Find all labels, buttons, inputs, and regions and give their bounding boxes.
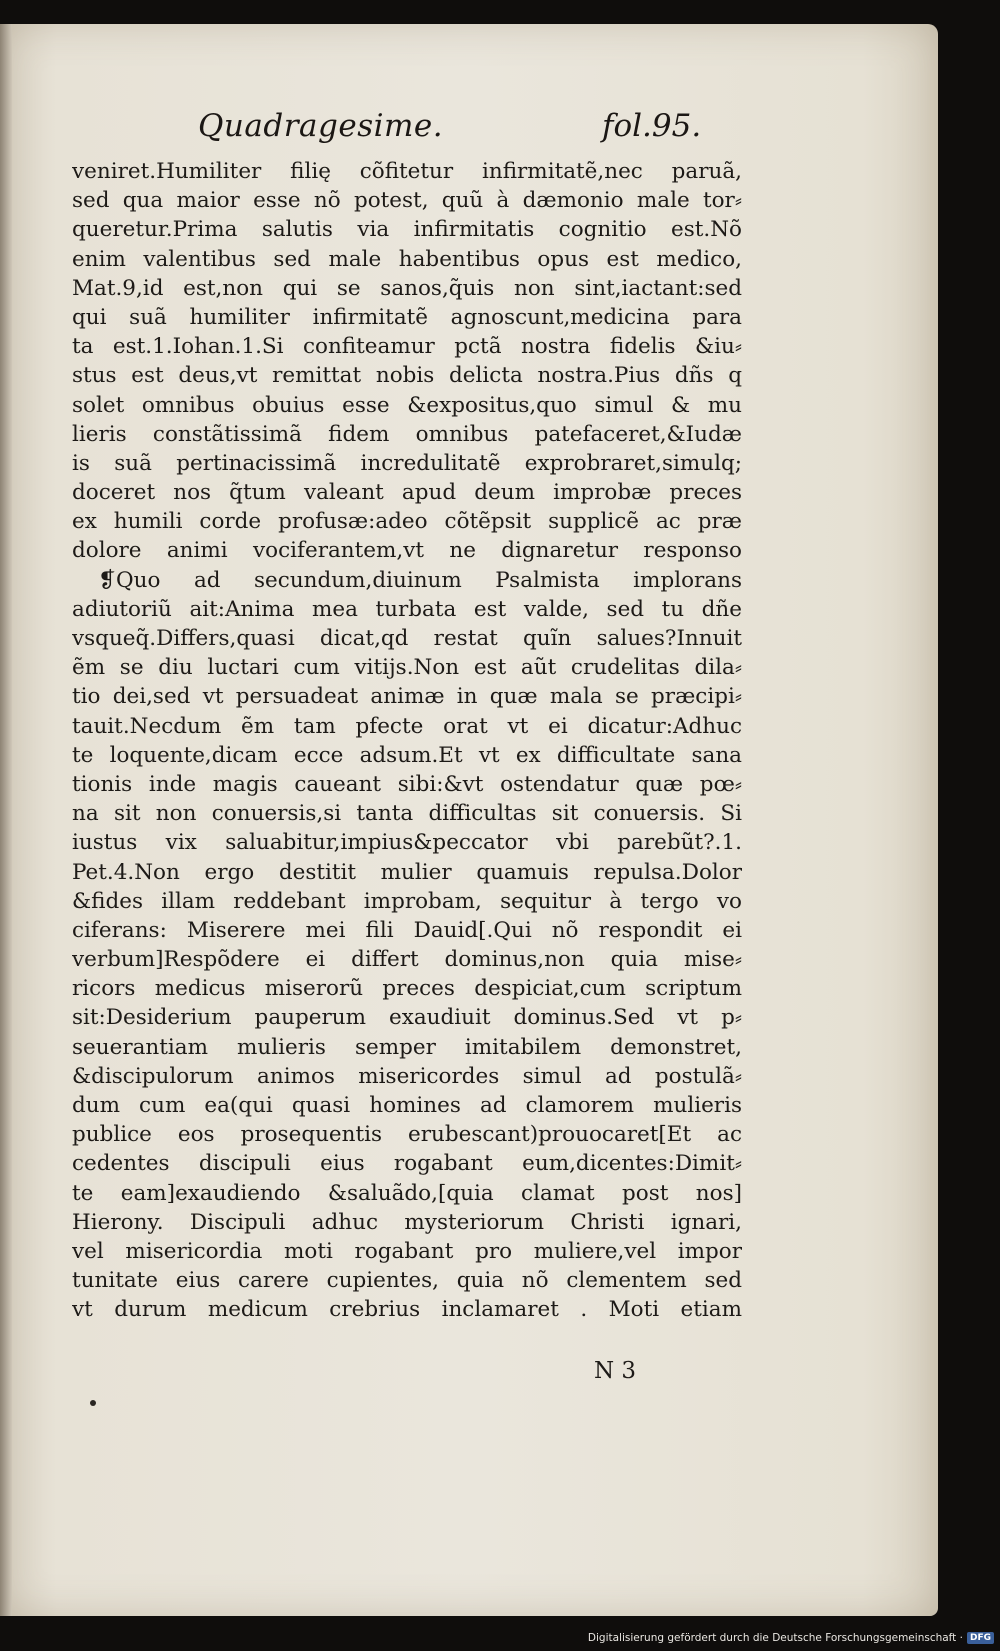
text-line: na sit non conuersis,si tanta difficultas sit conuersis. Si — [72, 801, 742, 827]
text-line: cedentes discipuli eius rogabant eum,dicentes:Dimit⸗ — [72, 1151, 742, 1177]
text-line: te eam]exaudiendo &saluãdo,[quia clamat post nos] — [72, 1180, 742, 1206]
text-line: adiutoriũ ait:Anima mea turbata est valde, sed tu dñe — [72, 596, 742, 622]
text-line: publice eos prosequentis erubescant)prouocaret[Et ac — [72, 1122, 742, 1148]
digitization-footer — [588, 1629, 994, 1647]
text-line: dum cum ea(qui quasi homines ad clamorem mulieris — [72, 1093, 742, 1118]
running-head-title: Quadragesime. — [198, 108, 444, 144]
text-line: veniret.Humiliter filię cõfitetur infirmitatẽ,nec paruã, — [72, 159, 742, 184]
page-gutter — [0, 24, 12, 1616]
text-line: solet omnibus obuius esse &expositus,quo simul & mu — [72, 392, 742, 418]
dfg-logo-icon: DFG — [967, 1632, 994, 1644]
signature-mark: N 3 — [594, 1358, 637, 1384]
text-line: &discipulorum animos misericordes simul ad postulã⸗ — [72, 1063, 742, 1089]
text-line: sed qua maior esse nõ potest, quũ à dæmonio male tor⸗ — [72, 188, 742, 214]
text-line: &fides illam reddebant improbam, sequitur à tergo vo — [72, 888, 742, 914]
text-line: Mat.9,id est,non qui se sanos,q̃uis non sint,iactant:sed — [72, 275, 742, 301]
text-line: ex humili corde profusæ:adeo cõtẽpsit supplicẽ ac præ — [72, 509, 742, 535]
text-line: ta est.1.Iohan.1.Si confiteamur pctã nostra fidelis &iu⸗ — [72, 334, 742, 360]
text-line: doceret nos q̃tum valeant apud deum improbæ preces — [72, 480, 742, 506]
text-line: queretur.Prima salutis via infirmitatis cognitio est.Nõ — [72, 217, 742, 243]
text-line: qui suã humiliter infirmitatẽ agnoscunt,medicina para — [72, 304, 742, 330]
text-line: tionis inde magis caueant sibi:&vt ostendatur quæ pœ⸗ — [72, 771, 742, 797]
text-line: is suã pertinacissimã incredulitatẽ exprobraret,simulq; — [72, 450, 742, 476]
text-line: tio dei,sed vt persuadeat animæ in quæ mala se præcipi⸗ — [72, 684, 742, 710]
text-line: vt durum medicum crebrius inclamaret . Moti etiam — [72, 1297, 742, 1323]
text-line: vel misericordia moti rogabant pro muliere,vel impor — [72, 1238, 742, 1264]
running-head — [0, 108, 938, 148]
folio-number: fol.95. — [602, 108, 702, 144]
text-line: stus est deus,vt remittat nobis delicta nostra.Pius dñs q — [72, 363, 742, 389]
text-line: enim valentibus sed male habentibus opus est medico, — [72, 246, 742, 272]
text-line: Pet.4.Non ergo destitit mulier quamuis repulsa.Dolor — [72, 859, 742, 885]
text-line: sit:Desiderium pauperum exaudiuit dominus.Sed vt p⸗ — [72, 1005, 742, 1031]
text-line: ẽm se diu luctari cum vitijs.Non est aũt crudelitas dila⸗ — [72, 655, 742, 681]
text-line: lieris constãtissimã fidem omnibus patefaceret,&Iudæ — [72, 421, 742, 447]
text-line: tunitate eius carere cupientes, quia nõ clementem sed — [72, 1268, 742, 1294]
paragraph-start-line: ❡Quo ad secundum,diuinum Psalmista implorans — [98, 567, 742, 593]
text-line: seuerantiam mulieris semper imitabilem demonstret, — [72, 1034, 742, 1060]
text-line: vsqueq̃.Differs,quasi dicat,qd restat quĩn salues?Innuit — [72, 626, 742, 651]
text-line: Hierony. Discipuli adhuc mysteriorum Christi ignari, — [72, 1209, 742, 1235]
body-text — [72, 157, 742, 1325]
text-line: iustus vix saluabitur,impius&peccator vbi parebũt?.1. — [72, 830, 742, 856]
text-line: dolore animi vociferantem,vt ne dignaretur responso — [72, 538, 742, 564]
text-line: tauit.Necdum ẽm tam pfecte orat vt ei dicatur:Adhuc — [72, 713, 742, 739]
ink-dot — [90, 1400, 96, 1406]
text-line: te loquente,dicam ecce adsum.Et vt ex difficultate sana — [72, 742, 742, 768]
text-line: ricors medicus miserorũ preces despiciat,cum scriptum — [72, 976, 742, 1002]
text-line: ciferans: Miserere mei fili Dauid[.Qui nõ respondit ei — [72, 917, 742, 943]
text-line: verbum]Respõdere ei differt dominus,non quia mise⸗ — [72, 947, 742, 973]
footer-credit: Digitalisierung gefördert durch die Deutsche Forschungsgemeinschaft · — [587, 1632, 963, 1644]
